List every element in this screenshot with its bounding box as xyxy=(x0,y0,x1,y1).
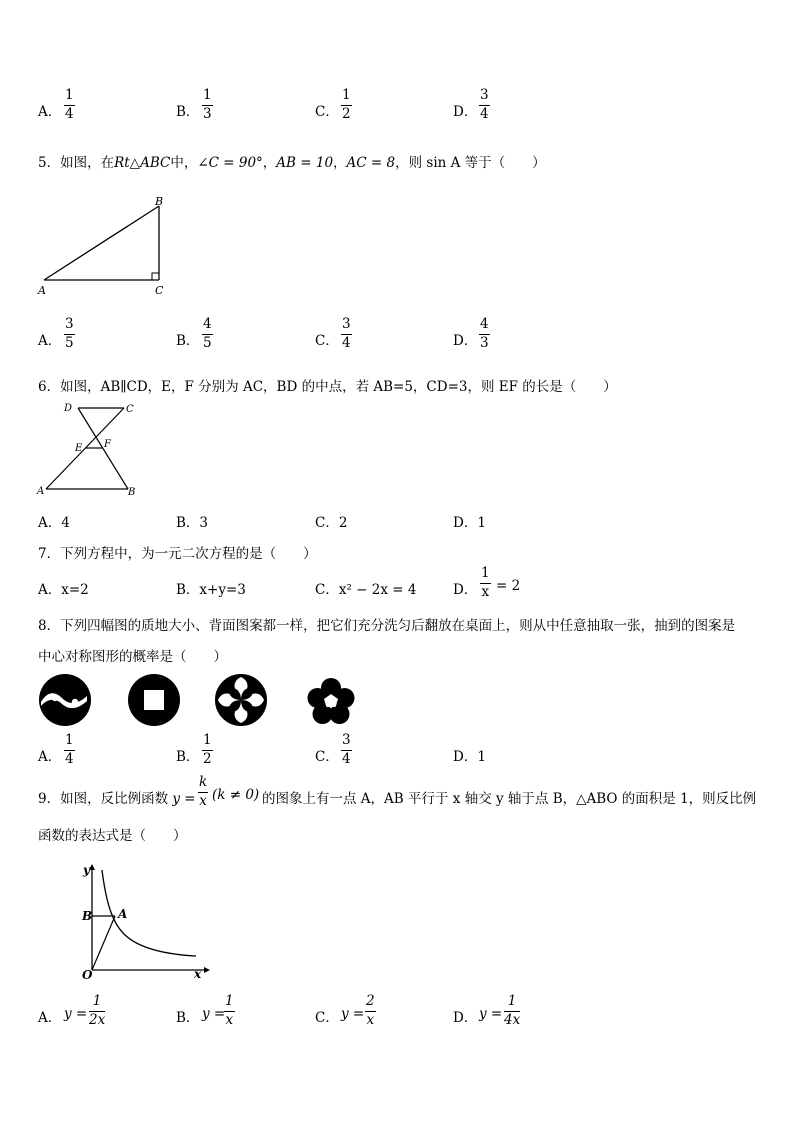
q9-option-d-fraction[interactable]: 1 4x xyxy=(504,993,521,1028)
q5-stem: 5．如图，在Rt△ABC中，∠C = 90°，AB = 10，AC = 8，则 sin A 等于（ ） xyxy=(38,155,546,171)
q6-option-c[interactable]: C．2 xyxy=(315,515,348,531)
q5-option-b-fraction[interactable]: 4 5 xyxy=(203,316,212,351)
q5-option-c-fraction[interactable]: 3 4 xyxy=(342,316,351,351)
q4-option-c-label: C． xyxy=(315,104,339,120)
q4-option-a-label: A． xyxy=(38,104,62,120)
q6-label-b: B xyxy=(128,487,136,498)
q7-option-a[interactable]: A．x=2 xyxy=(38,582,89,598)
q9-func-lhs: y = xyxy=(172,791,196,807)
q4-option-a-fraction[interactable]: 1 4 xyxy=(65,87,74,122)
q9-option-c-label: C． xyxy=(315,1010,339,1026)
q4-option-c-fraction[interactable]: 1 2 xyxy=(342,87,351,122)
q6-hourglass-figure xyxy=(34,400,144,500)
q8-option-c-fraction[interactable]: 3 4 xyxy=(342,732,351,767)
q6-label-d: D xyxy=(64,403,73,414)
q7-option-d-rest: = 2 xyxy=(496,578,521,594)
q9-func-fraction: k x xyxy=(199,774,208,809)
q9-label-a: A xyxy=(118,907,128,921)
q9-option-b-fraction[interactable]: 1 x xyxy=(225,993,234,1028)
q6-label-e: E xyxy=(75,443,83,454)
q4-option-d-label: D． xyxy=(453,104,478,120)
q9-label-b: B xyxy=(82,909,93,923)
q9-option-a-lhs: y = xyxy=(64,1006,88,1022)
q7-option-b[interactable]: B．x+y=3 xyxy=(176,582,246,598)
q7-option-d-fraction[interactable]: 1 x xyxy=(481,565,490,600)
q5-side-ab xyxy=(44,206,159,280)
q5-option-c-label: C． xyxy=(315,333,339,349)
q9-option-c-fraction[interactable]: 2 x xyxy=(366,993,375,1028)
q8-stem-line1: 8．下列四幅图的质地大小、背面图案都一样，把它们充分洗匀后翻放在桌面上，则从中任意抽取一张，抽到的图案是 xyxy=(38,618,736,634)
q9-func-condition: (k ≠ 0) xyxy=(212,787,260,803)
q8-card1-wave-icon[interactable] xyxy=(38,673,92,727)
q5-option-a-fraction[interactable]: 3 5 xyxy=(65,316,74,351)
q8-stem-line2: 中心对称图形的概率是（ ） xyxy=(38,649,227,665)
q8-option-a-label: A． xyxy=(38,749,62,765)
q9-graph-figure xyxy=(64,862,214,982)
q8-card3-petal-icon[interactable] xyxy=(214,673,268,727)
q9-option-d-lhs: y = xyxy=(479,1006,503,1022)
q5-label-a: A xyxy=(38,284,46,297)
q8-card4-pentagon-icon[interactable] xyxy=(304,674,358,728)
q5-option-d-label: D． xyxy=(453,333,478,349)
q9-option-b-lhs: y = xyxy=(202,1006,226,1022)
q9-option-c-lhs: y = xyxy=(341,1006,365,1022)
q7-option-c[interactable]: C．x² − 2x = 4 xyxy=(315,582,417,598)
q8-card2-square-icon[interactable] xyxy=(127,673,181,727)
q9-stem-line1: 9．如图，反比例函数 y = xyxy=(38,791,196,807)
q9-label-x: x xyxy=(194,967,202,981)
q9-stem-line2: 函数的表达式是（ ） xyxy=(38,828,187,844)
q4-option-d-fraction[interactable]: 3 4 xyxy=(480,87,489,122)
q6-stem: 6．如图，AB∥CD，E，F 分别为 AC，BD 的中点，若 AB=5，CD=3，则 EF 的长是（ ） xyxy=(38,379,617,395)
q9-option-d-label: D． xyxy=(453,1010,478,1026)
q7-option-d-label: D． xyxy=(453,582,478,598)
q5-option-d-fraction[interactable]: 4 3 xyxy=(480,316,489,351)
q8-option-a-fraction[interactable]: 1 4 xyxy=(65,732,74,767)
q6-label-a: A xyxy=(37,486,45,497)
q9-hyperbola-curve xyxy=(102,870,196,956)
q6-option-d[interactable]: D．1 xyxy=(453,515,486,531)
q5-label-b: B xyxy=(155,196,164,208)
q5-option-b-label: B． xyxy=(176,333,200,349)
q6-label-f: F xyxy=(104,439,111,450)
q6-option-a[interactable]: A．4 xyxy=(38,515,70,531)
q9-label-y: y xyxy=(83,863,90,877)
q8-option-b-fraction[interactable]: 1 2 xyxy=(203,732,212,767)
q9-option-a-label: A． xyxy=(38,1010,62,1026)
q8-option-c-label: C． xyxy=(315,749,339,765)
q6-label-c: C xyxy=(126,404,134,415)
q7-stem: 7．下列方程中，为一元二次方程的是（ ） xyxy=(38,546,317,562)
q9-option-b-label: B． xyxy=(176,1010,200,1026)
q6-option-b[interactable]: B．3 xyxy=(176,515,209,531)
q8-option-d[interactable]: D．1 xyxy=(453,749,486,765)
q9-option-a-fraction[interactable]: 1 2x xyxy=(89,993,106,1028)
q8-option-b-label: B． xyxy=(176,749,200,765)
q9-segment-oa xyxy=(92,916,115,970)
q4-option-b-fraction[interactable]: 1 3 xyxy=(203,87,212,122)
q5-option-a-label: A． xyxy=(38,333,62,349)
q5-label-c: C xyxy=(155,284,164,297)
q5-right-angle-mark xyxy=(152,273,159,280)
q9-label-o: O xyxy=(82,968,93,982)
q4-option-b-label: B． xyxy=(176,104,200,120)
q5-triangle-figure xyxy=(34,196,174,300)
q9-stem-suffix: 的图象上有一点 A，AB 平行于 x 轴交 y 轴于点 B，△ABO 的面积是 1，则反比例 xyxy=(262,791,757,807)
